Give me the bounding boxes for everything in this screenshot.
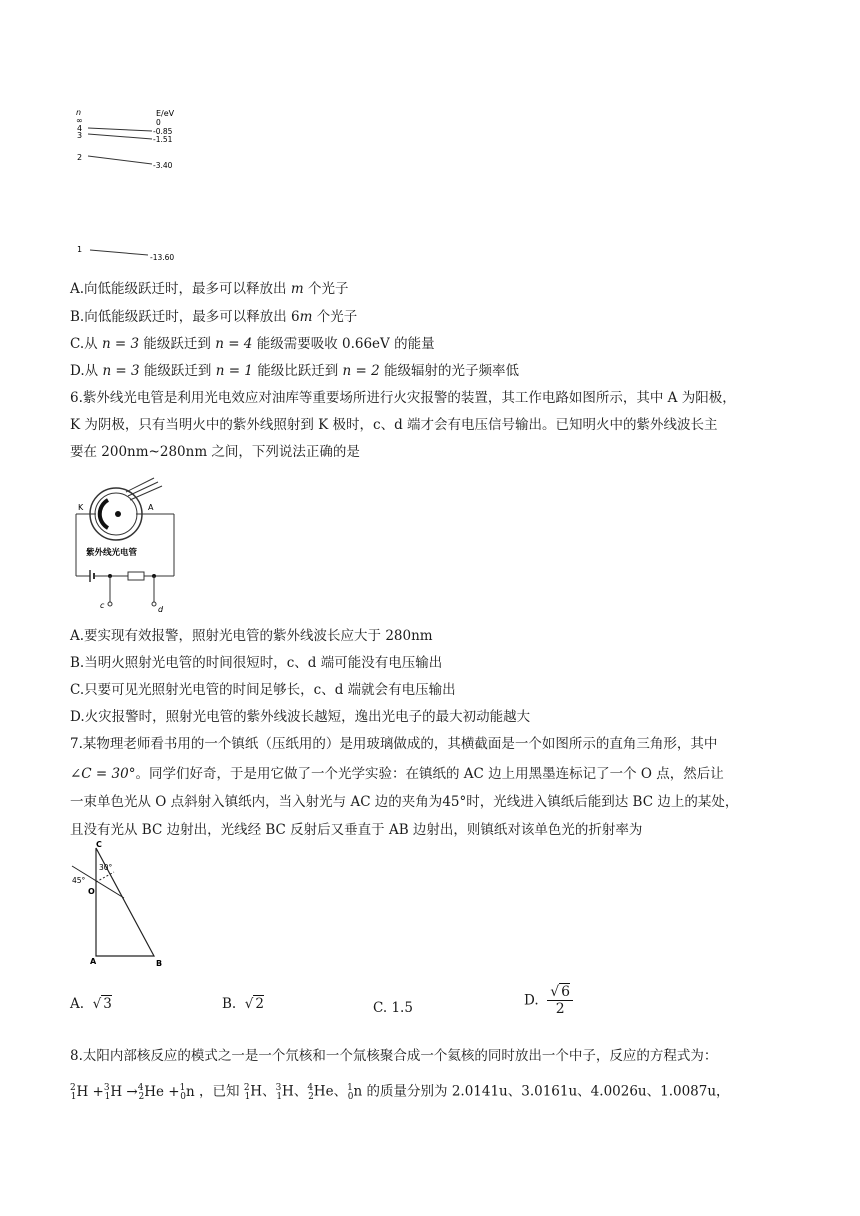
angle-45-label: 45° xyxy=(72,876,86,885)
q5-option-a: A.向低能级跃迁时，最多可以释放出 m 个光子 xyxy=(70,281,349,297)
vertex-b-label: B xyxy=(156,959,163,968)
level-3-n: 3 xyxy=(77,131,83,140)
q6-option-a: A.要实现有效报警，照射光电管的紫外线波长应大于 280nm xyxy=(70,628,433,644)
level-2-energy: -3.40 xyxy=(153,161,173,170)
vertex-c-label: C xyxy=(96,840,102,849)
tube-label: 紫外线光电管 xyxy=(86,548,138,558)
point-o-label: O xyxy=(88,887,95,896)
q5-option-b: B.向低能级跃迁时，最多可以释放出 6m 个光子 xyxy=(70,309,358,325)
anode-label: A xyxy=(148,503,154,512)
terminal-c-label: c xyxy=(100,601,105,610)
q6-stem-line-2: K 为阴极，只有当明火中的紫外线照射到 K 极时，c、d 端才会有电压信号输出。已知明火中的紫外线波长主 xyxy=(70,417,718,433)
cathode-label: K xyxy=(78,503,84,512)
triangle-figure xyxy=(66,838,176,970)
level-4-n: 4 xyxy=(77,124,83,133)
terminal-d-label: d xyxy=(158,605,164,614)
q7-stem-line-3: 一束单色光从 O 点斜射入镇纸内，当入射光与 AC 边的夹角为45°时，光线进入镇纸后能到达 BC 边上的某处， xyxy=(70,794,739,810)
energy-level-diagram xyxy=(70,106,200,266)
q5-option-c: C.从 n = 3 能级跃迁到 n = 4 能级需要吸收 0.66eV 的能量 xyxy=(70,336,435,352)
phototube-circuit-figure xyxy=(66,470,186,618)
level-4-energy: -0.85 xyxy=(153,127,173,136)
q7-stem-line-1: 7.某物理老师看书用的一个镇纸（压纸用的）是用玻璃做成的，其横截面是一个如图所示的直角三角形，其中 xyxy=(70,736,718,752)
q8-stem-line-2: $^2_1$H +$^3_1$H →$^4_2$He +$^1_0$n ，已知 $^2_1$H、$^3_1$H、$^4_2$He、$^1_0$n 的质量分别为 2.0141u、3.0161u、4.0026u、1.0087u， xyxy=(70,1083,730,1103)
q8-stem-line-1: 8.太阳内部核反应的模式之一是一个氘核和一个氚核聚合成一个氦核的同时放出一个中子，反应的方程式为： xyxy=(70,1048,718,1064)
inf-label: ∞ xyxy=(76,116,83,125)
q6-stem-line-1: 6.紫外线光电管是利用光电效应对油库等重要场所进行火灾报警的装置，其工作电路如图所示，其中 A 为阳极， xyxy=(70,390,736,406)
q7-stem-line-4: 且没有光从 BC 边射出，光线经 BC 反射后又垂直于 AB 边射出，则镇纸对该单色光的折射率为 xyxy=(70,822,643,838)
reaction-equation: $^2_1$H +$^3_1$H →$^4_2$He +$^1_0$n xyxy=(70,1083,200,1103)
n-axis-label: n xyxy=(76,108,82,117)
q6-stem-line-3: 要在 200nm~280nm 之间，下列说法正确的是 xyxy=(70,444,360,460)
zero-energy-label: 0 xyxy=(156,118,161,127)
q6-option-b: B.当明火照射光电管的时间很短时，c、d 端可能没有电压输出 xyxy=(70,655,443,671)
level-1-energy: -13.60 xyxy=(150,253,175,262)
q7-option-a: A. √ 3 xyxy=(70,996,112,1012)
q7-option-d: D. $\frac{√ 6}{2}$ xyxy=(524,984,573,1017)
angle-30-label: 30° xyxy=(99,863,113,872)
vertex-a-label: A xyxy=(90,957,97,966)
q6-option-c: C.只要可见光照射光电管的时间足够长，c、d 端就会有电压输出 xyxy=(70,682,456,698)
level-1-n: 1 xyxy=(77,245,83,254)
q6-option-d: D.火灾报警时，照射光电管的紫外线波长越短，逸出光电子的最大初动能越大 xyxy=(70,709,531,725)
fraction-root6-over-2: $\frac{√ 6}{2}$ xyxy=(547,984,573,1017)
q7-option-b: B. √ 2 xyxy=(222,996,264,1012)
q7-option-c: C. 1.5 xyxy=(373,1000,413,1016)
level-2-n: 2 xyxy=(77,153,83,162)
energy-axis-label: E/eV xyxy=(156,109,175,118)
q5-option-d: D.从 n = 3 能级跃迁到 n = 1 能级比跃迁到 n = 2 能级辐射的光子频率低 xyxy=(70,363,519,379)
level-3-energy: -1.51 xyxy=(153,135,173,144)
q7-stem-line-2: ∠C = 30°。同学们好奇，于是用它做了一个光学实验：在镇纸的 AC 边上用黑墨连标记了一个 O 点，然后让 xyxy=(70,766,724,782)
